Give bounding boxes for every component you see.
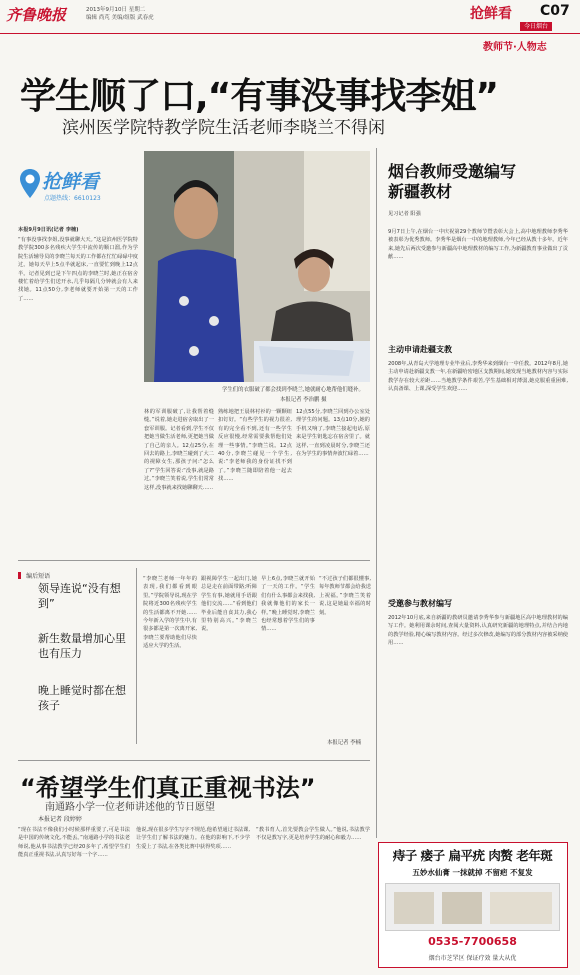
- badge-title: 抢鲜看: [42, 171, 100, 193]
- ad-image-area: [385, 883, 560, 931]
- sidebar-item: [38, 581, 128, 611]
- bottom-byline: 本报记者 段婷婷: [38, 816, 82, 823]
- bottom-col2: 他说,现在很多学生写字不规范,他希望通过书法课,让学生们了解书法的魅力。在他的影响下,不少学生爱上了书法,在各类比赛中获得奖项……: [136, 827, 250, 850]
- sidebar-item: [38, 683, 128, 713]
- masthead: [0, 0, 580, 56]
- newspaper-logo: 齐鲁晚报: [6, 6, 67, 24]
- ad-title: 痔子 瘘子 扁平疣 肉赘 老年斑: [392, 848, 553, 863]
- bottom-headline: “希望学生们真正重视书法”: [20, 774, 316, 802]
- main-photo: [144, 151, 370, 382]
- bottom-divider: [18, 760, 370, 761]
- main-body-col4: 12点55分,李晓兰回到办公室处理学生的问题。13点10分,她的手机又响了,李晓兰接起电话,原来是学生钥匙忘在宿舍里了。就这样,一直到凌晨时分,李晓兰还在为学生的事情奔波忙碌着……: [296, 409, 370, 458]
- side-subhead-2: 受邀参与教材编写: [388, 599, 452, 608]
- sidebar-item-text: 晚上睡觉时都在想孩子: [38, 684, 126, 712]
- vertical-divider: [376, 148, 377, 838]
- side-subhead-1: 主动申请赴疆支教: [388, 345, 452, 354]
- main-byline: 本报9月9日讯(记者 李楠): [18, 227, 79, 233]
- side-headline-text: 烟台教师受邀编写新疆教材: [388, 162, 517, 201]
- middle-col1: “李晓兰老师一年年的表现,我们都看到眼里。”学院领导说,现在学院将近300名残疾学生的生活都离不开她……今年新入学的学生中,有很多都是第一次离开家,李晓兰要帮助他们尽快适应大学的生活。: [143, 576, 197, 650]
- ad-footer: 烟台市芝罘区 保证疗效 量大从优: [428, 955, 517, 962]
- middle-col3: 早上6点,李晓兰就开始了一天的工作。“学生们有什么事都会来找我,我就像他们的家长一样。”晚上睡觉时,李晓兰也经常想着学生们的事情……: [261, 576, 315, 633]
- ad-subtitle: 五妙水仙膏 一抹就掉 不留疤 不复发: [412, 868, 533, 877]
- photo-caption: 学生们的衣服破了都会找到李晓兰,她就耐心地帮他们缝补。: [222, 387, 364, 393]
- main-body-col1: “有事没事找李姐,没事就聊大天。”这是滨州医学院特教学院300多名残疾大学生中流传的顺口溜,作为学院生活辅导员的李晓兰每天的工作都在忙忙碌碌中度过。她每天早上5点半就起床,一直要忙到晚上12点半。记者见到已是下午四点的李晓兰时,她正在宿舍楼忙着给学生们送开水,几乎每隔几分钟就会有人来找她。11点50分,李老师就要开始第一天的工作了……: [18, 237, 138, 302]
- sidebar-header-bar: [18, 572, 21, 579]
- sidebar-item-text: 领导连说“没有想到”: [38, 582, 121, 610]
- badge-phone: 点题热线：6610123: [44, 195, 101, 202]
- column-tag: 教师节·人物志: [483, 42, 547, 53]
- advertisement: [378, 842, 568, 968]
- side-body-2: 2012年10月底,来自新疆的教研员邀请李秀华参与新疆地区高中地理教材的编写工作。她利用课余时间,查阅大量资料,认真研究新疆的地理特点,并结合内地的教学经验,精心编写教材内容。经过多次修改,她编写的部分教材内容被采纳使用……: [388, 615, 568, 647]
- hotline-badge: [18, 165, 136, 211]
- side-headline: [388, 162, 568, 202]
- photo-credit: 本报记者 李治鹏 摄: [280, 397, 327, 403]
- sidebar-header-text: 编后短语: [26, 573, 51, 580]
- bottom-subhead: 南通路小学一位老师讲述他的节日愿望: [45, 802, 215, 813]
- page-number: C07: [540, 3, 570, 19]
- sidebar-top-rule: [18, 560, 370, 561]
- side-body: 9月7日上午,在烟台一中庆祝第29个教师节暨表彰大会上,高中地理教师李秀华被表彰为优秀教师。李秀华是烟台一中的地理教师,今年已经从教十多年。近年来,她先后两次受邀参与新疆高中地理教材的编写工作,为新疆教育事业做出了贡献……: [388, 229, 568, 261]
- middle-credit: 本报记者 李楠: [327, 740, 362, 746]
- sidebar-item-text: 新生数量增加心里也有压力: [38, 632, 126, 660]
- side-body-1: 2008年,从青岛大学地理专业毕业后,李秀华来到烟台一中任教。2012年8月,她主动申请赴新疆支教一年,在新疆哈密地区支教期间,她发现当地教材内容与实际教学存在较大差距……当地教学条件艰苦,学生基础相对薄弱,她克服重重困难,认真备课、上课,深受学生欢迎……: [388, 361, 568, 393]
- main-body-col2: 林的军训服破了,让我帮着缝缝。”说着,她走进宿舍取出了一套军训服。记者看到,学生不仅把她当做生活老师,更把她当做了自己的亲人。12点25分,在回去的路上,李晓兰碰到了大二的视障女生,那孩子问:“怎么了?”学生回答说:“没事,就是路过。”李晓兰笑着说,学生们常常这样,没事就来找她聊聊天……: [144, 409, 214, 491]
- editors: 编辑 尚芃 美编/组版 武春虎: [86, 15, 154, 21]
- middle-col2: 跟视障学生一起出门,她总是走在前面带路;听障学生有事,她就用手语跟他们交流……“看到他们毕业后能自食其力,我心里特别高兴。”李晓兰说。: [201, 576, 257, 633]
- edition-tag: 今日烟台: [520, 22, 552, 31]
- main-body-col3: 熟练地把王晨林衬衫的一颗颗纽扣钉好。“有些学生的视力很差,有的完全看不到,还有一些学生反应很慢,经常需要我帮他们处理一些事情。”李晓兰说。12点40分,李晓兰碰见一个学生,说:“李老师我的身份证找不到了。”李晓兰随即陪着他一起去找……: [218, 409, 292, 483]
- bottom-col3: “教书育人,首先要教会学生做人。”他说,书法教学不仅是教写字,更是培养学生的耐心和毅力……: [256, 827, 370, 842]
- masthead-rule: [0, 33, 580, 34]
- sidebar-divider: [136, 568, 137, 744]
- main-subhead: 滨州医学院特教学院生活老师李晓兰不得闲: [62, 118, 385, 138]
- ad-phone: 0535-7700658: [428, 935, 517, 948]
- main-headline: 学生顺了口,“有事没事找李姐”: [20, 76, 498, 117]
- sidebar-item: [38, 631, 128, 661]
- middle-col4: “不过孩子们都很懂事,每年教师节都会给我送上祝福。”李晓兰笑着说,这是她最幸福的时刻。: [319, 576, 371, 616]
- dateline: 2013年9月10日 星期二: [86, 7, 146, 13]
- section-name: 抢鲜看: [470, 6, 512, 22]
- bottom-col1: “现在书法不像我们小时候那样重要了,可是书法是中国的传统文化,不能丢。”南通路小学的书法老师说,他从事书法教学已经20多年了,希望学生们能真正重视书法,认真写好每一个字……: [18, 827, 130, 859]
- side-byline: 见习记者 阳强: [388, 211, 421, 217]
- pin-icon: [18, 168, 42, 200]
